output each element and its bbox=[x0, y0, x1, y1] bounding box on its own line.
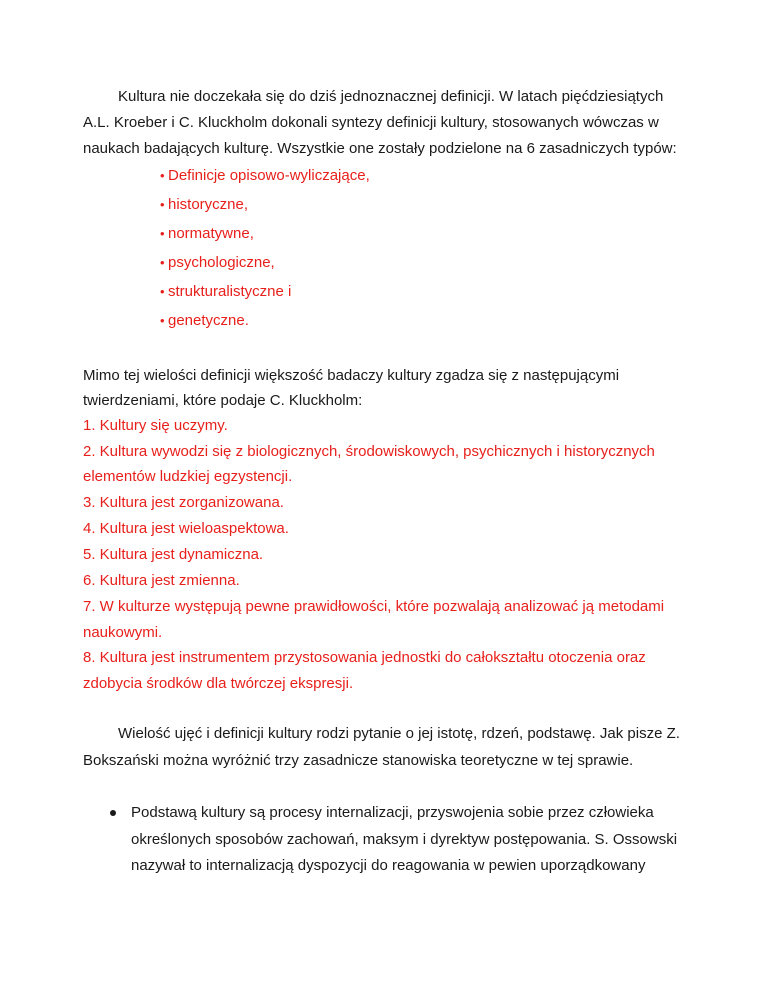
bullet-paragraph-line-2: określonych sposobów zachowań, maksym i dyrektyw postępowania. S. Ossowski bbox=[131, 831, 678, 848]
bullet-icon: • bbox=[160, 168, 165, 183]
paragraph3-line-1: Wielość ujęć i definicji kultury rodzi pytanie o jej istotę, rdzeń, podstawę. Jak pisze Z. bbox=[118, 725, 680, 742]
claim-line: 5. Kultura jest dynamiczna. bbox=[83, 546, 264, 563]
types-list-item: • strukturalistyczne i bbox=[160, 283, 292, 300]
claim-line: 7. W kulturze występują pewne prawidłowości, które pozwalają analizować ją metodami bbox=[83, 598, 665, 615]
bullet-icon: • bbox=[160, 284, 165, 299]
claim-line: zdobycia środków dla twórczej ekspresji. bbox=[83, 675, 354, 692]
bullet-icon bbox=[110, 810, 116, 816]
claim-line: naukowymi. bbox=[83, 624, 163, 641]
types-list-item: • Definicje opisowo-wyliczające, bbox=[160, 167, 370, 184]
bullet-icon: • bbox=[160, 313, 165, 328]
bullet-paragraph-line-3: nazywał to internalizacją dyspozycji do reagowania w pewien uporządkowany bbox=[131, 857, 646, 874]
claim-line: 4. Kultura jest wieloaspektowa. bbox=[83, 520, 289, 537]
types-list-item: • psychologiczne, bbox=[160, 254, 275, 271]
claim-line: 8. Kultura jest instrumentem przystosowania jednostki do całokształtu otoczenia oraz bbox=[83, 649, 646, 666]
paragraph2-line-2: twierdzeniami, które podaje C. Kluckholm: bbox=[83, 392, 363, 409]
claim-line: 1. Kultury się uczymy. bbox=[83, 417, 228, 434]
claim-line: 2. Kultura wywodzi się z biologicznych, środowiskowych, psychicznych i historycznych bbox=[83, 443, 655, 460]
claim-line: elementów ludzkiej egzystencji. bbox=[83, 468, 293, 485]
bullet-icon: • bbox=[160, 255, 165, 270]
types-list-item: • genetyczne. bbox=[160, 312, 249, 329]
types-list-item: • historyczne, bbox=[160, 196, 249, 213]
paragraph1-line-2: A.L. Kroeber i C. Kluckholm dokonali syntezy definicji kultury, stosowanych wówczas w bbox=[83, 114, 659, 131]
bullet-icon: • bbox=[160, 226, 165, 241]
bullet-paragraph-line-1: Podstawą kultury są procesy internalizacji, przyswojenia sobie przez człowieka bbox=[131, 804, 654, 821]
claim-line: 3. Kultura jest zorganizowana. bbox=[83, 494, 284, 511]
paragraph2-line-1: Mimo tej wielości definicji większość badaczy kultury zgadza się z następującymi bbox=[83, 367, 620, 384]
paragraph3-line-2: Bokszański można wyróżnić trzy zasadnicze stanowiska teoretyczne w tej sprawie. bbox=[83, 752, 634, 769]
claim-line: 6. Kultura jest zmienna. bbox=[83, 572, 240, 589]
paragraph1-line-1: Kultura nie doczekała się do dziś jednoznacznej definicji. W latach pięćdziesiątych bbox=[118, 88, 664, 105]
bullet-icon: • bbox=[160, 197, 165, 212]
types-list-item: • normatywne, bbox=[160, 225, 254, 242]
paragraph1-line-3: naukach badających kulturę. Wszystkie one zostały podzielone na 6 zasadniczych typów: bbox=[83, 140, 677, 157]
